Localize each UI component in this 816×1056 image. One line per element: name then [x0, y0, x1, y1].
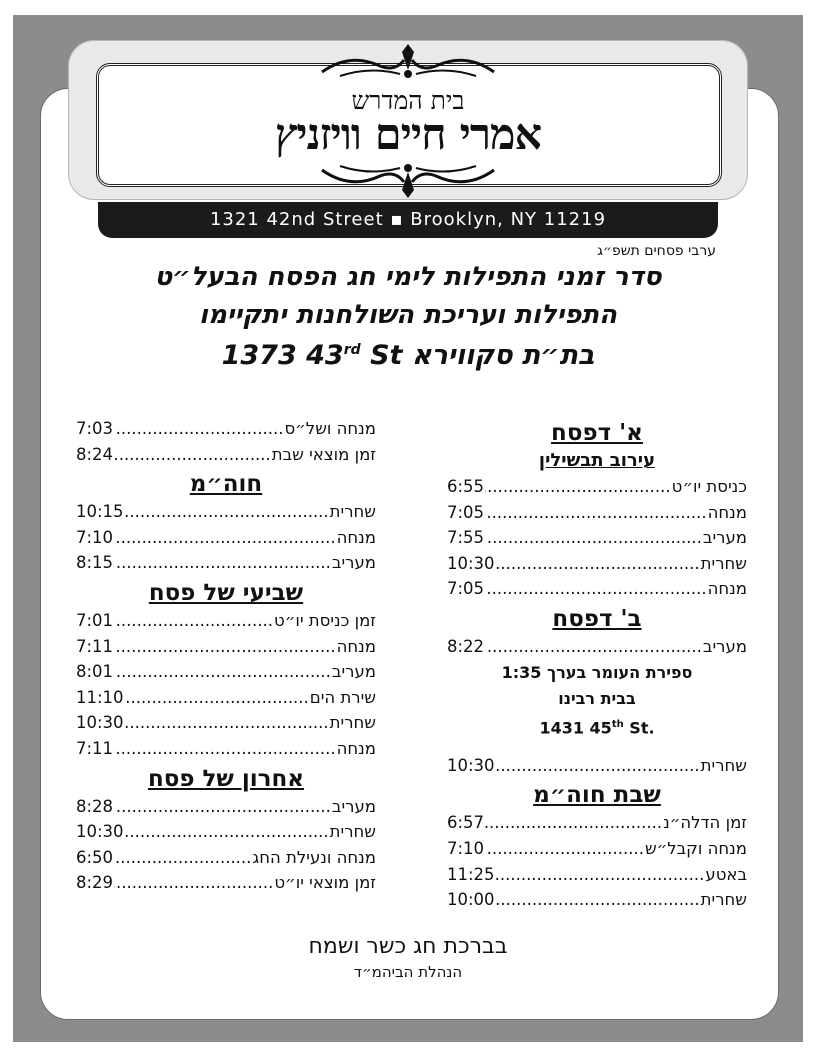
headline-line-1: סדר זמני התפילות לימי חג הפסח הבעל״ט	[154, 262, 662, 292]
headline-location: בת״ת סקווירא	[411, 340, 595, 371]
blessing: בברכת חג כשר ושמח	[308, 934, 508, 959]
section-title: שבת חוה״מ	[533, 782, 661, 809]
schedule-row: זמן כניסת יו״ט ..... 7:01	[76, 608, 376, 634]
location-note: בבית רבינו	[558, 688, 636, 708]
schedule-row: זמן הדלה״נ ..... 6:57	[447, 810, 747, 836]
date-line: ערבי פסחים תשפ״ג	[597, 243, 716, 259]
schedule-row: שחרית ..... 10:30	[76, 819, 376, 845]
bottom-ornament-icon	[320, 160, 496, 200]
top-ornament-icon	[320, 42, 496, 82]
section-title: שביעי של פסח	[148, 579, 304, 606]
schedule-row: מנחה ושל״ס ..... 7:03	[76, 416, 376, 442]
schedule-row: כניסת יו״ט ..... 6:55	[447, 474, 747, 500]
section-title: חוה״מ	[189, 471, 263, 498]
schedule-row: מעריב ..... 8:01	[76, 659, 376, 685]
schedule-row: שחרית ..... 10:00	[447, 887, 747, 913]
left-column	[76, 416, 376, 896]
headline-line-2: התפילות ועריכת השולחנות יתקיימו	[199, 300, 617, 330]
schedule-row: מנחה ..... 7:05	[447, 576, 747, 602]
schedule-row: שחרית ..... 10:15	[76, 499, 376, 525]
schedule-row: מנחה ..... 7:11	[76, 736, 376, 762]
schedule-row: מעריב ..... 8:28	[76, 794, 376, 820]
schedule-row: שירת הים ..... 11:10	[76, 685, 376, 711]
logo-title: אמרי חיים וויזניץ	[274, 110, 542, 160]
section-title: א' דפסח	[551, 420, 643, 446]
schedule-row: מנחה ..... 7:10	[76, 525, 376, 551]
headline-address: 1373 43rd St	[221, 340, 403, 371]
schedule-row: מעריב ..... 8:15	[76, 550, 376, 576]
schedule-row: שחרית ..... 10:30	[447, 551, 747, 577]
schedule-row: מנחה ונעילת החג ..... 6:50	[76, 845, 376, 871]
schedule-row: שחרית ..... 10:30	[76, 710, 376, 736]
headline-line-3	[0, 340, 816, 371]
management-signature: הנהלת הביהמ״ד	[353, 963, 463, 981]
location-address: 1431 45th St.	[539, 717, 655, 737]
schedule-row: מעריב ..... 8:22	[447, 634, 747, 660]
right-column	[447, 416, 747, 913]
schedule-row: שחרית ..... 10:30	[447, 753, 747, 779]
address-bar: 1321 42nd Street ▪ Brooklyn, NY 11219	[98, 202, 718, 238]
schedule-row: מנחה וקבל״ש ..... 7:10	[447, 836, 747, 862]
schedule-row: מעריב ..... 7:55	[447, 525, 747, 551]
section-title: ב' דפסח	[552, 605, 642, 632]
schedule-row: באטע ..... 11:25	[447, 862, 747, 888]
schedule-row: זמן מוצאי שבת ..... 8:24	[76, 442, 376, 468]
logo-subtitle: בית המדרש	[351, 86, 465, 115]
schedule-row: מנחה ..... 7:05	[447, 500, 747, 526]
omer-note: ספירת העומר בערך 1:35	[501, 662, 693, 682]
schedule-row: מנחה ..... 7:11	[76, 634, 376, 660]
schedule-row: זמן מוצאי יו״ט ..... 8:29	[76, 870, 376, 896]
section-subtitle: עירוב תבשילין	[538, 450, 656, 471]
section-title: אחרון של פסח	[147, 765, 305, 792]
